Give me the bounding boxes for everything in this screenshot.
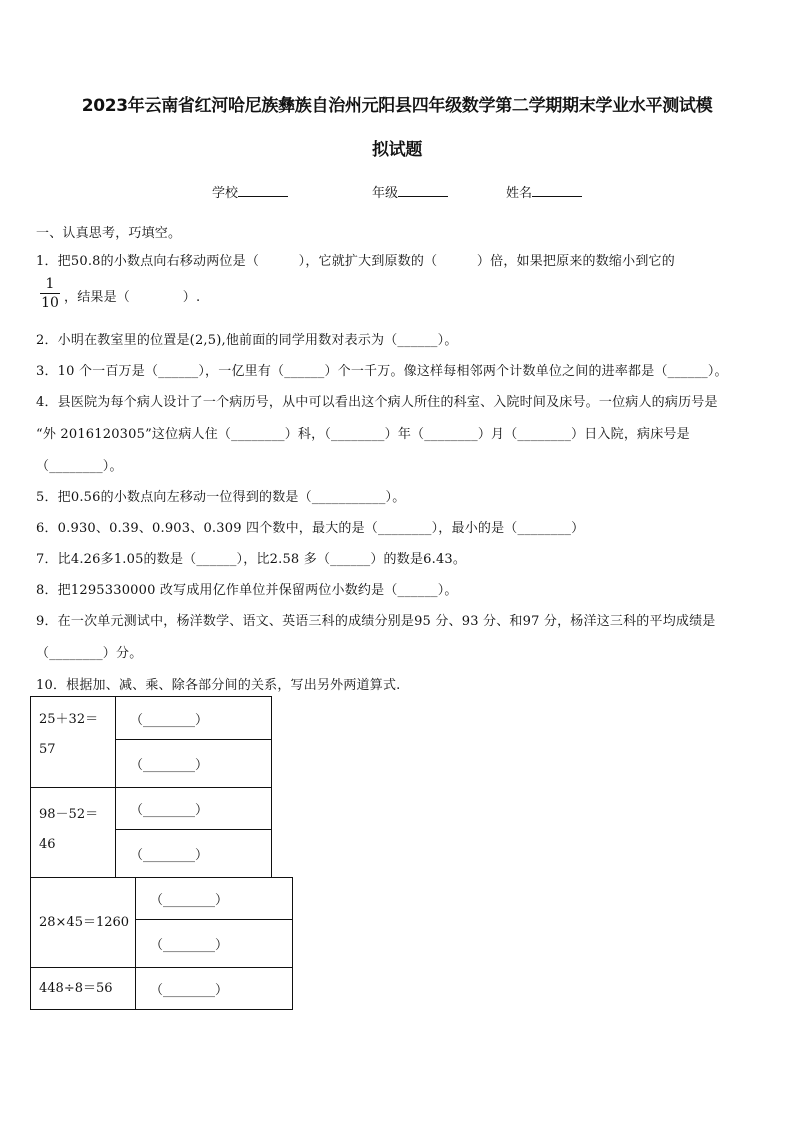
equation-multiply: 28×45＝1260 — [31, 878, 136, 968]
question-6: 6．0.930、0.39、0.903、0.309 四个数中，最大的是（________），最小的是（________） — [36, 521, 585, 536]
section-heading: 一、认真思考，巧填空。 — [36, 226, 182, 241]
question-7: 7．比4.26多1.05的数是（______），比2.58 多（______）的数是6.43。 — [36, 552, 467, 567]
question-3: 3．10 个一百万是（______），一亿里有（______）个一千万。像这样每相邻两个计数单位之间的进率都是（______）。 — [36, 364, 728, 379]
question-2: 2．小明在教室里的位置是(2,5),他前面的同学用数对表示为（______）。 — [36, 333, 458, 348]
name-label: 姓名 — [506, 186, 533, 201]
school-label: 学校 — [212, 186, 239, 201]
fraction-one-tenth — [40, 275, 60, 312]
equation-add: 25＋32＝ 57 — [31, 697, 116, 788]
school-field — [212, 182, 288, 201]
grade-label: 年级 — [372, 186, 399, 201]
fraction-numerator: 1 — [40, 275, 60, 294]
equation-divide: 448÷8＝56 — [31, 968, 136, 1010]
answer-blank[interactable]: （________） — [116, 740, 272, 788]
answer-blank[interactable]: （________） — [136, 878, 293, 920]
title-line-2: 拟试题 — [371, 140, 423, 160]
question-4-line-2: “外 2016120305”这位病人住（________）科，（________）年（________）月（________）日入院，病床号是 — [36, 427, 690, 442]
answer-blank[interactable]: （________） — [116, 830, 272, 878]
name-field — [506, 182, 582, 201]
calc-table-add — [30, 696, 272, 788]
answer-blank[interactable]: （________） — [136, 920, 293, 968]
answer-blank[interactable]: （________） — [116, 788, 272, 830]
equation-subtract: 98－52＝ 46 — [31, 788, 116, 878]
question-8: 8．把1295330000 改写成用亿作单位并保留两位小数约是（______）。 — [36, 583, 458, 598]
question-1-line-2: ，结果是（ ）. — [64, 290, 201, 305]
question-5: 5．把0.56的小数点向左移动一位得到的数是（___________）。 — [36, 490, 406, 505]
question-10: 10．根据加、减、乘、除各部分间的关系，写出另外两道算式. — [36, 678, 401, 693]
grade-field — [372, 182, 448, 201]
school-blank — [238, 184, 288, 197]
answer-blank[interactable]: （________） — [116, 697, 272, 740]
question-9-line-1: 9．在一次单元测试中，杨洋数学、语文、英语三科的成绩分别是95 分、93 分、和97 分，杨洋这三科的平均成绩是 — [36, 614, 716, 629]
fraction-denominator: 10 — [41, 295, 59, 311]
page-title — [20, 84, 774, 172]
question-9-line-2: （________）分。 — [36, 646, 143, 661]
answer-blank[interactable]: （________） — [136, 968, 293, 1010]
calc-table-multiply-divide — [30, 877, 293, 1010]
grade-blank — [398, 184, 448, 197]
question-1-line-1: 1．把50.8的小数点向右移动两位是（ ），它就扩大到原数的（ ）倍，如果把原来的数缩小到它的 — [36, 254, 675, 269]
title-line-1: 2023年云南省红河哈尼族彝族自治州元阳县四年级数学第二学期期末学业水平测试模 — [81, 96, 713, 116]
calc-table-subtract — [30, 787, 272, 878]
question-4-line-1: 4．县医院为每个病人设计了一个病历号，从中可以看出这个病人所住的科室、入院时间及床号。一位病人的病历号是 — [36, 395, 718, 410]
question-4-line-3: （________）。 — [36, 459, 123, 474]
name-blank — [532, 184, 582, 197]
